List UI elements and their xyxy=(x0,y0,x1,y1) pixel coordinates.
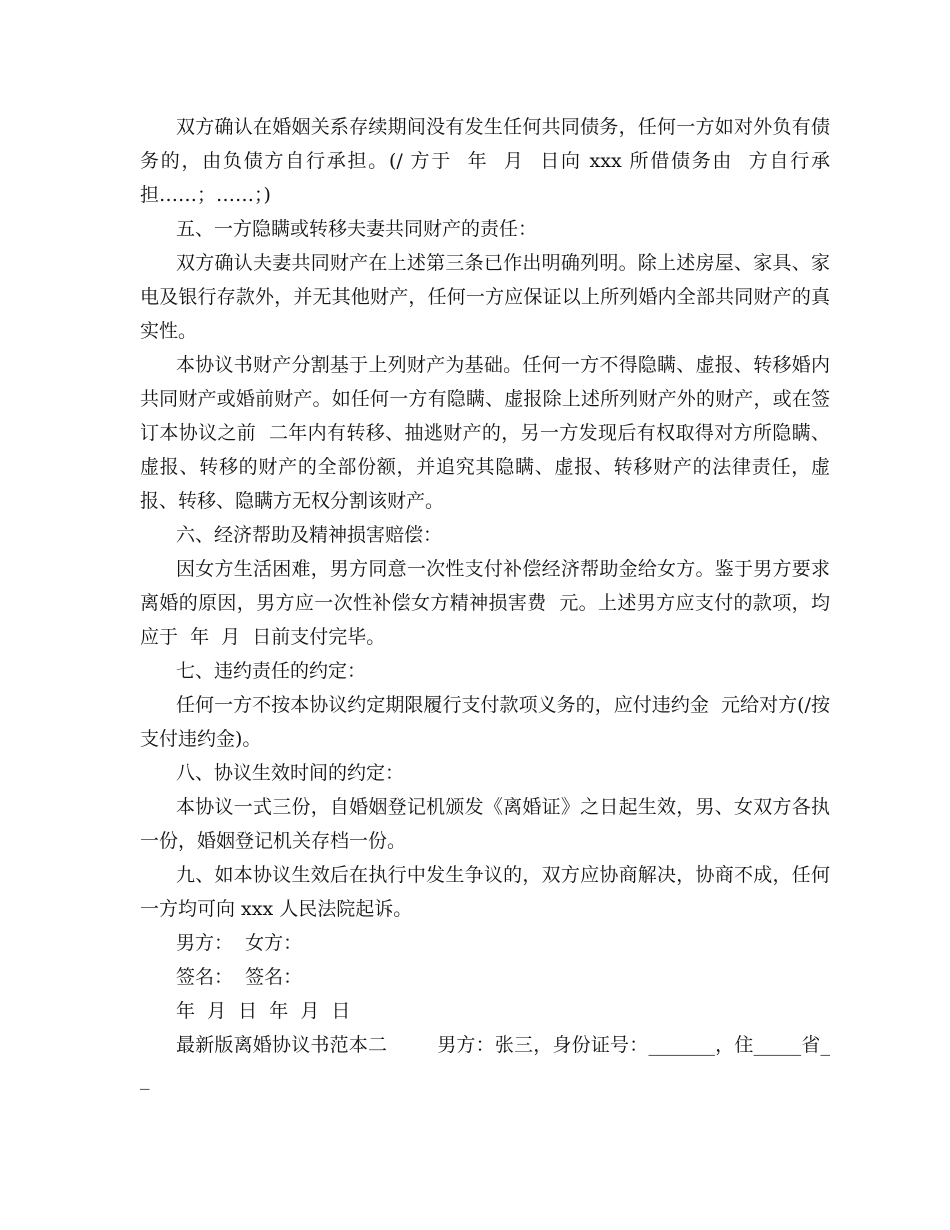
heading-section-seven: 七、违约责任的约定： xyxy=(176,660,367,682)
paragraph-property-listing: 双方确认夫妻共同财产在上述第三条已作出明确列明。除上述房屋、家具、家电及银行存款外，并无其他财产，任何一方应保证以上所列婚内全部共同财产的真实性。 xyxy=(140,252,830,342)
paragraph-debt-confirmation: 双方确认在婚姻关系存续期间没有发生任何共同债务，任何一方如对外负有债务的，由负债方自行承担。(/ 方于 年 月 日向 xxx 所借债务由 方自行承担……；……；) xyxy=(140,116,830,206)
paragraph-property-division: 本协议书财产分割基于上列财产为基础。任何一方不得隐瞒、虚报、转移婚内共同财产或婚前财产。如任何一方有隐瞒、虚报除上述所列财产外的财产，或在签订本协议之前 二年内有转移、抽逃财产的，另一方发现后有权取得对方所隐瞒、虚报、转移的财产的全部份额，并追究其隐瞒、虚报、转移财产的法律责任，虚报、转移、隐瞒方无权分割该财产。 xyxy=(140,354,830,512)
signature-parties-line: 男方： 女方： xyxy=(176,932,303,954)
paragraph-dispute-resolution: 九、如本协议生效后在执行中发生争议的，双方应协商解决，协商不成，任何一方均可向 xxx 人民法院起诉。 xyxy=(140,864,830,920)
signature-sign-line: 签名： 签名： xyxy=(176,966,303,988)
paragraph-breach-penalty: 任何一方不按本协议约定期限履行支付款项义务的，应付违约金 元给对方(/按 支付违约金)。 xyxy=(140,694,843,750)
heading-section-five: 五、一方隐瞒或转移夫妻共同财产的责任： xyxy=(176,218,538,240)
heading-section-eight: 八、协议生效时间的约定： xyxy=(176,762,405,784)
signature-date-line: 年 月 日 年 月 日 xyxy=(176,1000,351,1022)
paragraph-template-two-start: 最新版离婚协议书范本二 男方：张三，身份证号：_______，住_____省__ xyxy=(140,1034,830,1090)
paragraph-compensation: 因女方生活困难，男方同意一次性支付补偿经济帮助金给女方。鉴于男方要求离婚的原因，男方应一次性补偿女方精神损害费 元。上述男方应支付的款项，均应于 年 月 日前支付完毕。 xyxy=(140,558,830,648)
document-body xyxy=(140,110,843,1096)
paragraph-effective-time: 本协议一式三份，自婚姻登记机颁发《离婚证》之日起生效，男、女双方各执一份，婚姻登记机关存档一份。 xyxy=(140,796,830,852)
heading-section-six: 六、经济帮助及精神损害赔偿： xyxy=(176,524,443,546)
